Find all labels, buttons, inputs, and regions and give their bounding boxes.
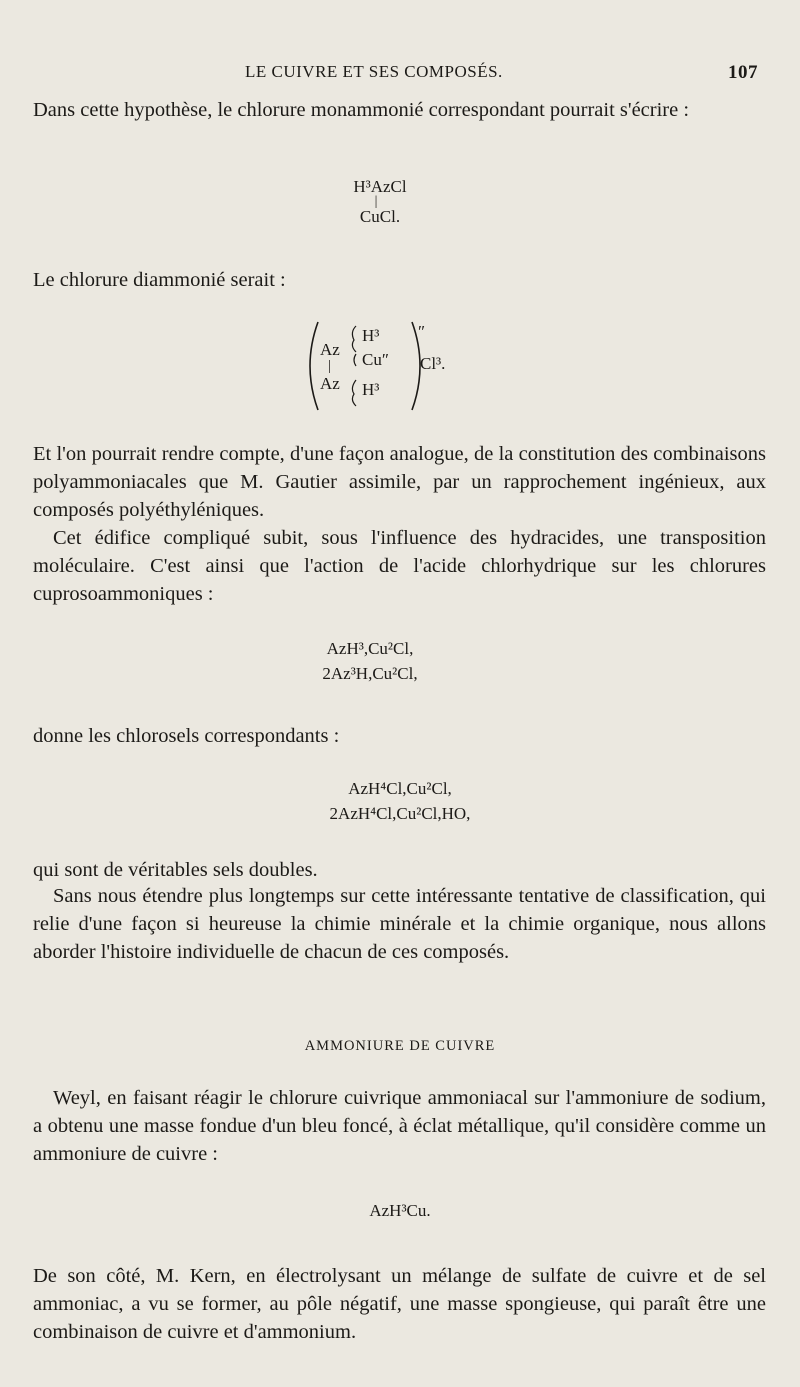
page-number: 107 bbox=[728, 62, 758, 83]
paragraph-6: qui sont de véritables sels doubles. bbox=[33, 859, 318, 881]
formula-brackets bbox=[300, 318, 480, 414]
formula-bond: | bbox=[374, 194, 378, 209]
paragraph-8: Weyl, en faisant réagir le chlorure cuivrique ammoniacal sur l'ammoniure de sodium, a obtenu une masse fondue d'un bleu foncé, à éclat métallique, qu'il considère comme un ammoniure de cuivre : bbox=[33, 1087, 766, 1165]
paragraph-5: donne les chlorosels correspondants : bbox=[33, 725, 340, 747]
paragraph-3: Et l'on pourrait rendre compte, d'une façon analogue, de la constitution des combinaisons polyammoniacales que M. Gautier assimile, par un rapprochement ingénieux, aux composés polyéthyléniques. bbox=[33, 443, 766, 521]
formula-line: 2Az³H,Cu²Cl, bbox=[322, 664, 418, 683]
formula-monammonie bbox=[330, 176, 430, 228]
formula-diammonie bbox=[300, 318, 480, 414]
formula-h3-bottom: H³ bbox=[362, 380, 380, 399]
section-title: AMMONIURE DE CUIVRE bbox=[304, 1038, 496, 1054]
paragraph-7: Sans nous étendre plus longtemps sur cette intéressante tentative de classification, qui relie d'une façon si heureuse la chimie minérale et la chimie organique, nous allons aborder l'histoire individuelle de chacun de ces composés. bbox=[33, 885, 766, 963]
running-title: LE CUIVRE ET SES COMPOSÉS. bbox=[245, 62, 503, 81]
formula-chlorosels bbox=[300, 776, 500, 826]
formula-chlorures-cuprosoammoniques bbox=[280, 636, 460, 686]
formula-line: 2AzH⁴Cl,Cu²Cl,HO, bbox=[329, 804, 471, 823]
formula-az-bottom: Az bbox=[320, 374, 340, 393]
formula-bond: | bbox=[328, 358, 332, 374]
paragraph-9: De son côté, M. Kern, en électrolysant un mélange de sulfate de cuivre et de sel ammoniac, a vu se former, au pôle négatif, une masse spongieuse, qui paraît être une combinaison de cuivre et d'ammonium. bbox=[33, 1265, 766, 1343]
paragraph-1: Dans cette hypothèse, le chlorure monammonié correspondant pourrait s'écrire : bbox=[33, 99, 690, 121]
formula-h3-top: H³ bbox=[362, 326, 380, 345]
paragraph-2: Le chlorure diammonié serait : bbox=[33, 269, 286, 291]
formula-prime: ″ bbox=[418, 322, 426, 341]
formula-cu: Cu″ bbox=[362, 350, 389, 369]
formula-line: H³AzCl bbox=[353, 177, 407, 196]
formula-az-top: Az bbox=[320, 340, 340, 359]
formula-line: CuCl. bbox=[359, 207, 401, 226]
formula-line: AzH⁴Cl,Cu²Cl, bbox=[348, 779, 452, 798]
formula-ammoniure: AzH³Cu. bbox=[369, 1201, 431, 1220]
formula-line: AzH³,Cu²Cl, bbox=[326, 639, 414, 658]
paragraph-4: Cet édifice compliqué subit, sous l'influence des hydracides, une transposition moléculaire. C'est ainsi que l'action de l'acide chlorhydrique sur les chlorures cuprosoammoniques : bbox=[33, 527, 766, 605]
formula-cl3: Cl³. bbox=[420, 354, 446, 373]
